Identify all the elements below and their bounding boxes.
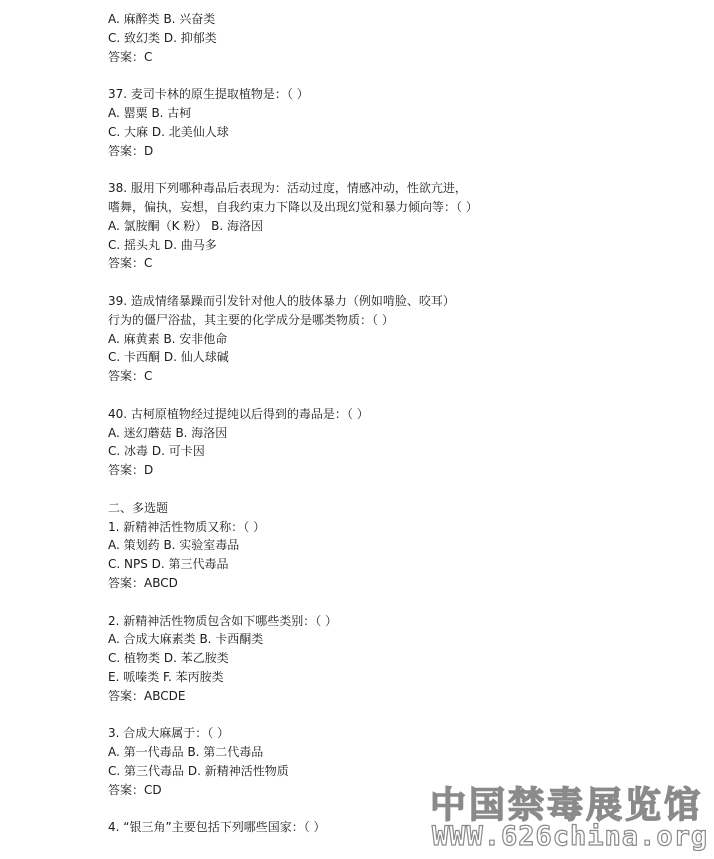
q38-question-line1: 38. 服用下列哪种毒品后表现为：活动过度，情感冲动，性欲亢进， xyxy=(108,181,467,196)
q38-options-line2: C. 摇头丸 D. 曲马多 xyxy=(108,237,217,252)
section-heading-multiple-choice: 二、多选题 xyxy=(108,500,169,515)
m2-question: 2. 新精神活性物质包含如下哪些类别：（ ） xyxy=(108,613,338,628)
spacer xyxy=(108,273,688,292)
spacer xyxy=(108,160,688,179)
q38-answer: 答案：C xyxy=(108,256,153,271)
q39-options-line1: A. 麻黄素 B. 安非他命 xyxy=(108,331,228,346)
m2-options-line2: C. 植物类 D. 苯乙胺类 xyxy=(108,651,229,666)
m1-question: 1. 新精神活性物质又称：（ ） xyxy=(108,519,266,534)
spacer xyxy=(108,799,688,818)
q40-answer: 答案：D xyxy=(108,463,154,478)
q39-question-line2: 行为的僵尸浴盐，其主要的化学成分是哪类物质：（ ） xyxy=(108,312,394,327)
document-page xyxy=(108,10,688,837)
m1-options-line2: C. NPS D. 第三代毒品 xyxy=(108,557,229,572)
q38-question-line2: 嗜舞，偏执，妄想，自我约束力下降以及出现幻觉和暴力倾向等：（ ） xyxy=(108,199,478,214)
q36-options-line2: C. 致幻类 D. 抑郁类 xyxy=(108,30,217,45)
q39-options-line2: C. 卡西酮 D. 仙人球碱 xyxy=(108,350,229,365)
spacer xyxy=(108,593,688,612)
m1-options-line1: A. 策划药 B. 实验室毒品 xyxy=(108,538,240,553)
spacer xyxy=(108,480,688,499)
q40-options-line2: C. 冰毒 D. 可卡因 xyxy=(108,444,205,459)
m3-answer: 答案：CD xyxy=(108,782,162,797)
q40-question: 40. 古柯原植物经过提纯以后得到的毒品是：（ ） xyxy=(108,406,369,421)
m3-options-line2: C. 第三代毒品 D. 新精神活性物质 xyxy=(108,763,289,778)
m1-answer: 答案：ABCD xyxy=(108,575,178,590)
m2-answer: 答案：ABCDE xyxy=(108,688,186,703)
q37-answer: 答案：D xyxy=(108,143,154,158)
q36-answer: 答案：C xyxy=(108,49,153,64)
watermark-title: 中国禁毒展览馆 xyxy=(430,785,704,826)
q38-options-line1: A. 氯胺酮（K 粉） B. 海洛因 xyxy=(108,218,263,233)
spacer xyxy=(108,386,688,405)
q40-options-line1: A. 迷幻蘑菇 B. 海洛因 xyxy=(108,425,228,440)
watermark-url: WWW.626china.org xyxy=(432,821,709,852)
m2-options-line3: E. 哌嗪类 F. 苯丙胺类 xyxy=(108,669,224,684)
m3-options-line1: A. 第一代毒品 B. 第二代毒品 xyxy=(108,745,264,760)
spacer xyxy=(108,66,688,85)
q37-options-line1: A. 罂粟 B. 古柯 xyxy=(108,105,192,120)
q37-options-line2: C. 大麻 D. 北美仙人球 xyxy=(108,124,229,139)
m4-question: 4. “银三角”主要包括下列哪些国家：（ ） xyxy=(108,820,326,835)
spacer xyxy=(108,705,688,724)
m3-question: 3. 合成大麻属于：（ ） xyxy=(108,726,230,741)
q39-answer: 答案：C xyxy=(108,369,153,384)
m2-options-line1: A. 合成大麻素类 B. 卡西酮类 xyxy=(108,632,264,647)
q37-question: 37. 麦司卡林的原生提取植物是：（ ） xyxy=(108,87,309,102)
q39-question-line1: 39. 造成情绪暴躁而引发针对他人的肢体暴力（例如啃脸、咬耳） xyxy=(108,293,455,308)
q36-options-line1: A. 麻醉类 B. 兴奋类 xyxy=(108,12,216,26)
